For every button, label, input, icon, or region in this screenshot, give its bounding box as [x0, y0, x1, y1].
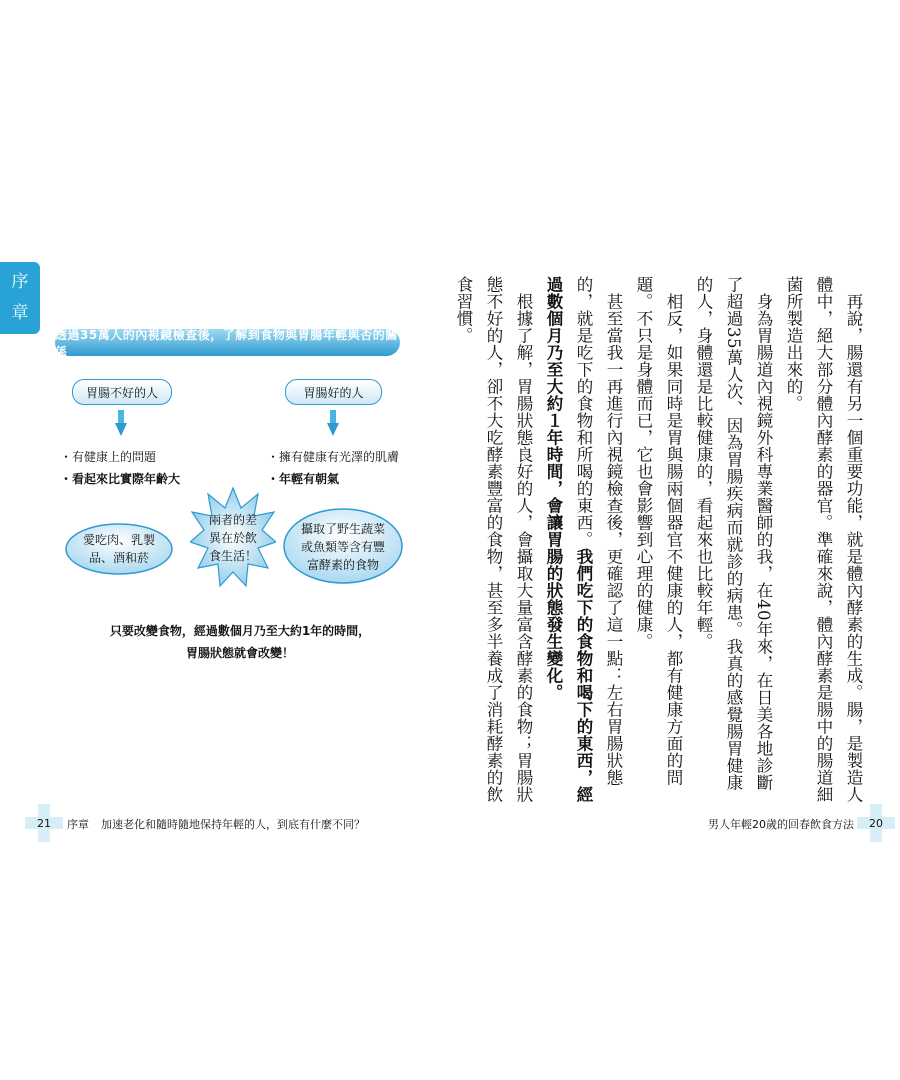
- body-text: [328, 276, 868, 806]
- star-line: 兩者的差: [208, 513, 257, 527]
- good-gut-label: 胃腸好的人: [285, 379, 382, 405]
- right-bubble-line: 富酵素的食物: [306, 558, 379, 572]
- down-arrow-icon: [115, 410, 127, 436]
- side-tab-char-1: 序: [11, 272, 29, 292]
- chapter-side-tab: [0, 262, 40, 334]
- emphasis-text: 我們吃下的食物和喝下的東西，經過數個月乃至大約１年時間，會讓胃腸的狀態發生變化。: [544, 276, 593, 803]
- page-number-left: 21: [37, 816, 51, 830]
- chapter-title: 加速老化和隨時隨地保持年輕的人，到底有什麼不同？: [101, 818, 365, 831]
- paragraph-text: 甚至當我一再進行內視鏡檢查後，更確認了這一點：左右胃腸狀態的，就是吃下的食物和所喝的東西。: [574, 276, 623, 786]
- bad-trait-item: ・有健康上的問題: [60, 450, 157, 464]
- page-number-right: 20: [869, 816, 883, 830]
- conclusion-line: 胃腸狀態就會改變！: [185, 646, 294, 660]
- right-bubble-line: 攝取了野生蔬菜: [300, 522, 385, 536]
- star-line: 食生活！: [208, 549, 257, 563]
- running-header-left: [67, 816, 365, 832]
- right-bubble-line: 或魚類等含有豐: [300, 540, 385, 554]
- bad-gut-label: 胃腸不好的人: [72, 379, 172, 405]
- chapter-label: 序章: [67, 818, 89, 831]
- paragraph: 再說，腸還有另一個重要功能，就是體內酵素的生成。腸，是製造人體中，絕大部分體內酵素的器官。準確來說，體內酵素是腸中的腸道細菌所製造出來的。: [784, 276, 863, 803]
- star-line: 異在於飲: [208, 531, 257, 545]
- left-bubble-line: 品、酒和菸: [88, 551, 149, 565]
- left-bubble-line: 愛吃肉、乳製: [82, 533, 155, 547]
- bad-gut-traits: [60, 446, 240, 490]
- bad-trait-item: ・看起來比實際年齡大: [60, 472, 181, 486]
- diagram-banner: 透過35萬人的內視鏡檢查後，了解到食物與胃腸年輕與否的關係: [55, 329, 400, 356]
- paragraph: 身為胃腸道內視鏡外科專業醫師的我，在40年來，在日美各地診斷了超過35萬人次、因為胃腸疾病而就診的病患。我真的感覺腸胃健康的人，身體還是比較健康的，看起來也比較年輕。: [694, 276, 773, 791]
- conclusion-line: 只要改變食物，經過數個月乃至大約1年的時間，: [109, 624, 371, 638]
- running-header-right: 男人年輕20歲的回春飲食方法: [708, 818, 854, 831]
- side-tab-char-2: 章: [11, 303, 29, 323]
- good-trait-item: ・擁有健康有光澤的肌膚: [267, 450, 400, 464]
- paragraph: [538, 276, 628, 806]
- paragraph: 根據了解，胃腸狀態良好的人，會攝取大量富含酵素的食物；胃腸狀態不好的人，卻不大吃酵素豐富的食物，甚至多半養成了消耗酵素的飲食習慣。: [454, 276, 533, 803]
- good-trait-item: ・年輕有朝氣: [267, 472, 340, 486]
- paragraph: 相反，如果同時是胃與腸兩個器官不健康的人，都有健康方面的問題。不只是身體而已，它也會影響到心理的健康。: [634, 276, 683, 786]
